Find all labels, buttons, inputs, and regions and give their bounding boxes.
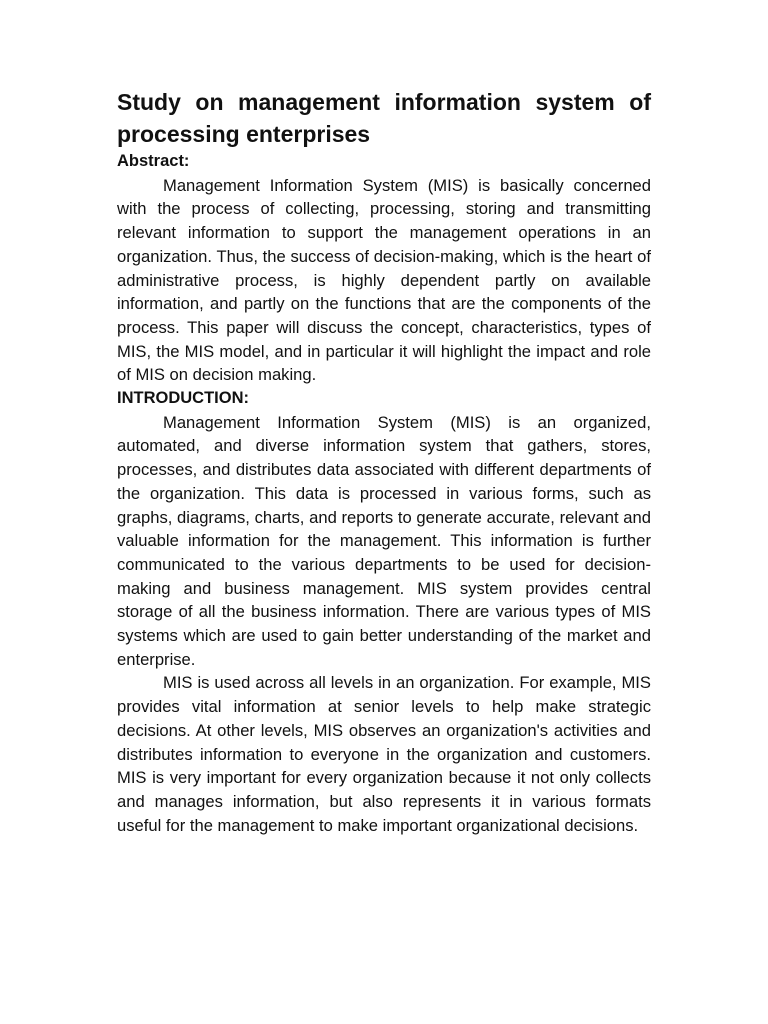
abstract-paragraph: Management Information System (MIS) is basically concerned with the process of collecting, processing, storing and transmitting relevant information to support the management operations in an organization. Thus, the success of decision-making, which is the heart of administrative process, is highly dependent partly on available information, and partly on the functions that are the components of the process. This paper will discuss the concept, characteristics, types of MIS, the MIS model, and in particular it will highlight the impact and role of MIS on decision making. [117,175,651,385]
introduction-paragraph-1: Management Information System (MIS) is an organized, automated, and diverse information system that gathers, stores, processes, and distributes data associated with different departments of the organization. This data is processed in various forms, such as graphs, diagrams, charts, and reports to generate accurate, relevant and valuable information for the management. This information is further communicated to the various departments to be used for decision-making and business management. MIS system provides central storage of all the business information. There are various types of MIS systems which are used to gain better understanding of the market and enterprise. [117,412,651,669]
introduction-paragraph-2: MIS is used across all levels in an organization. For example, MIS provides vital information at senior levels to help make strategic decisions. At other levels, MIS observes an organization's activities and distributes information to everyone in the organization and customers. MIS is very important for every organization because it not only collects and manages information, but also represents it in various formats useful for the management to make important organizational decisions. [117,673,651,835]
introduction-heading: INTRODUCTION: [117,389,249,408]
document-title: Study on management information system of processing enterprises [117,89,651,147]
abstract-heading: Abstract: [117,152,190,170]
document-page [117,86,651,837]
